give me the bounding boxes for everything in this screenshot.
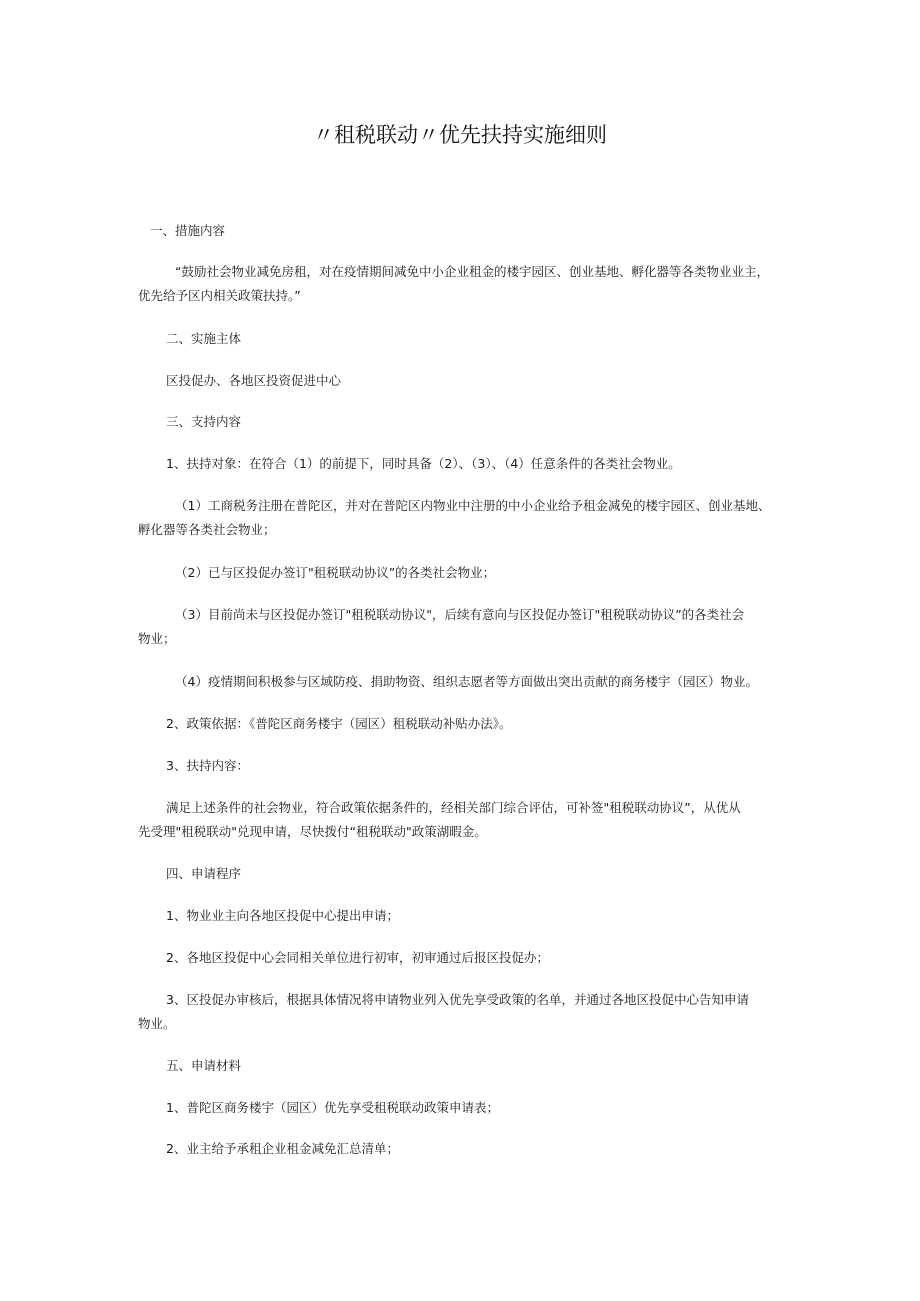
paragraph-procedure-step1: 1、物业业主向各地区投促中心提出申请； [166, 908, 399, 923]
paragraph-procedure-step3-line1: 3、区投促办审核后，根据具体情况将申请物业列入优先享受政策的名单，并通过各地区投促中心告知申请 [166, 992, 749, 1007]
paragraph-support-target: 1、扶持对象：在符合（1）的前提下，同时具备（2）、（3）、（4）任意条件的各类社会物业。 [166, 456, 681, 471]
paragraph-condition-3-line2: 物业； [138, 631, 176, 646]
paragraph-support-content-line1: 满足上述条件的社会物业，符合政策依据条件的，经相关部门综合评估，可补签"租税联动协议”，从优从 [166, 800, 741, 815]
document-title: 〃租税联动〃优先扶持实施细则 [313, 123, 607, 147]
section-heading-procedure: 四、申请程序 [166, 866, 242, 881]
paragraph-support-content-label: 3、扶持内容： [166, 758, 249, 773]
paragraph-measures-line2: 优先给予区内相关政策扶持。” [138, 288, 301, 303]
paragraph-policy-basis: 2、政策依据：《普陀区商务楼宇（园区）租税联动补贴办法》。 [166, 716, 512, 731]
paragraph-condition-4: （4）疫情期间积极参与区域防疫、捐助物资、组织志愿者等方面做出突出贡献的商务楼宇（园区）物业。 [175, 674, 758, 689]
section-heading-support: 三、支持内容 [166, 414, 242, 429]
paragraph-material-2: 2、业主给予承租企业租金减免汇总清单； [166, 1141, 399, 1156]
paragraph-support-content-line2: 先受理"租税联动"兑现申请，尽快拨付“租税联动"政策湖暇金。 [138, 824, 487, 839]
paragraph-condition-2: （2）已与区投促办签订"租税联动协议”的各类社会物业； [175, 565, 496, 580]
paragraph-material-1: 1、普陀区商务楼宇（园区）优先享受租税联动政策申请表； [166, 1100, 499, 1115]
section-heading-measures: 一、措施内容 [150, 223, 226, 238]
paragraph-condition-1-line2: 孵化器等各类社会物业； [138, 522, 276, 537]
paragraph-procedure-step3-line2: 物业。 [138, 1016, 176, 1031]
paragraph-subject: 区投促办、各地区投资促进中心 [166, 373, 342, 388]
paragraph-condition-3-line1: （3）目前尚未与区投促办签订"租税联动协议"，后续有意向与区投促办签订"租税联动协议”的各类社会 [175, 607, 745, 622]
paragraph-condition-1-line1: （1）工商税务注册在普陀区，并对在普陀区内物业中注册的中小企业给予租金减免的楼宇园区、创业基地、 [175, 498, 771, 513]
paragraph-measures-line1: “鼓励社会物业减免房租，对在疫情期间减免中小企业租金的楼宇园区、创业基地、孵化器等各类物业业主， [175, 264, 769, 279]
section-heading-subject: 二、实施主体 [166, 331, 242, 346]
section-heading-materials: 五、申请材料 [166, 1058, 242, 1073]
paragraph-procedure-step2: 2、各地区投促中心会同相关单位进行初审，初审通过后报区投促办； [166, 950, 549, 965]
